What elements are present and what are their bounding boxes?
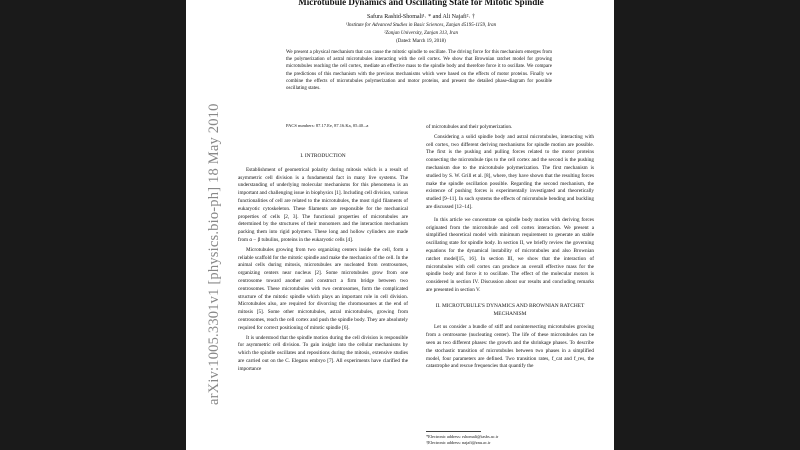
paragraph: Let us consider a bundle of stiff and nonintersecting microtubules growing from a centrosome (nucleating center). The life of these microtubules can be seen as two different phases: the growth and the shrinkage phases. To describe the stochastic transition of microtubules between two phases in a simplified model, four parameters are defined. Two transition rates, f_cat and f_res, the catastrophe and rescue frequencies that quantify the — [426, 324, 594, 370]
section-heading-dynamics: II. MICROTUBULE'S DYNAMICS AND BROWNIAN RATCHET MECHANISM — [435, 302, 585, 317]
paragraph: Microtubules growing from two organizing centers inside the cell, form a reliable scaffold for the mitotic spindle and make the mechanics of the cell. In the animal cells during mitosis, microtubules are nucleated from centrosomes, organizing centers near nucleus [2]. Some microtubules grow from one centrosome toward another and construct a firm bridge between two centrosomes. These microtubules with two centrosomes, form the complicated structure of the mitotic spindle which plays an important role in cell division. Microtubules also, are required for divorcing the chromosomes at the end of mitosis [5]. Some other microtubules, astral microtubules, growing from centrosomes, reach the cell cortex and push the spindle body. They are absolutely required for correct positioning of mitotic spindle [6]. — [238, 246, 408, 331]
paper-page — [186, 0, 614, 450]
section-heading-introduction: I. INTRODUCTION — [300, 153, 346, 159]
paragraph: It is understood that the spindle motion during the cell division is responsible for asymmetric cell division. To gain insight into the cellular mechanisms by which the spindle oscillates and repositions during the mitosis, extensive studies are carried out on the C. Elegans embryo [7]. All experiments have clarified the importance — [238, 334, 408, 372]
abstract: We present a physical mechanism that can cause the mitotic spindle to oscillate. The driving force for this mechanism emerges from the polymerization of astral microtubules interacting with the cell cortex. We show that Brownian ratchet model for growing microtubules reaching the cell cortex, mediate an effective mass to the spindle body and therefore force it to oscillate. We compare the predictions of this mechanism with the previous mechanisms which were based on the effects of motor proteins. Finally we combine the effects of microtubules polymerization and motor proteins, and present the detailed phase-diagram for possible oscillating states. — [286, 50, 552, 92]
footnote-rule — [426, 431, 481, 432]
affiliation-2: ²Zanjan University, Zanjan 313, Iran — [383, 31, 458, 36]
footnote-1: *Electronic address: rshomali@iasbs.ac.ir — [426, 434, 499, 439]
paragraph: In this article we concentrate on spindle body motion with deriving forces originated from the microtubule and cell cortex interaction. We present a simplified theoretical model with minimum requirement to generate an stable oscillating state for spindle body. In section II, we briefly review the governing equations for the dynamical instability of microtubules and also Brownian ratchet model[15, 16]. In section III, we show that the interaction of microtubules with cell cortex can produce an overall effective mass for the spindle body and force it to oscillate. The effect of the molecular motors is considered in section IV. Discussion about our results and concluding remarks are presented in section V. — [426, 216, 594, 293]
pacs-numbers: PACS numbers: 87.17.Ee, 87.16.Ka, 05.40.–a — [286, 123, 369, 128]
right-column — [426, 124, 594, 373]
affiliation-1: ¹Institute for Advanced Studies in Basic Sciences, Zanjan 45195-1159, Iran — [345, 23, 497, 28]
dated-line: (Dated: March 19, 2018) — [396, 39, 446, 44]
authors: Safura Rashid-Shomali¹˒ * and Ali Najafi²˒ † — [367, 14, 475, 20]
arxiv-stamp: arXiv:1005.3301v1 [physics.bio-ph] 18 May 2010 — [206, 103, 222, 405]
footnotes — [426, 434, 498, 446]
paragraph: of microtubules and their polymerization. — [426, 124, 513, 130]
paragraph: Considering a solid spindle body and astral microtubules, interacting with cell cortex, two different deriving mechanisms for spindle motion are possible. The first is the pushing and pulling forces related to the motor proteins connecting the microtubule tips to the cell cortex and the second is the pushing mechanism due to the microtubule polymerization. The first mechanism is studied by S. W. Grill et al. [8], where, they have shown that the resulting forces make the spindle oscillation possible. Regarding the second mechanism, the existence of pushing forces is experimentally investigated and theoretically studied [9–11]. In such systems the effects of microtubule bending and buckling are discussed [12–14]. — [426, 133, 594, 210]
paragraph: Establishment of geometrical polarity during mitosis which is a result of asymmetric cell division is a fundamental fact in many live systems. The understanding of underlying molecular mechanisms for this phenomena is an important and challenging issue in biophysics [1]. Including cell division, various functionalities of cell are related to the microtubules, the most rigid filaments of eukaryotic cytoskeleton. These filaments are responsible for the mechanical properties of cells [2, 3]. The functional properties of microtubules are determined by the structures of their monomers and the interaction mechanism packing them into rigid polymers. These long and hollow cylinders are made from α − β tubulins, proteins in the eukaryotic cells [4]. — [238, 166, 408, 243]
footnote-2: †Electronic address: najafi@znu.ac.ir — [426, 440, 491, 445]
paper-title: Microtubule Dynamics and Oscillating State for Mitotic Spindle — [298, 0, 544, 7]
left-column — [238, 147, 408, 376]
